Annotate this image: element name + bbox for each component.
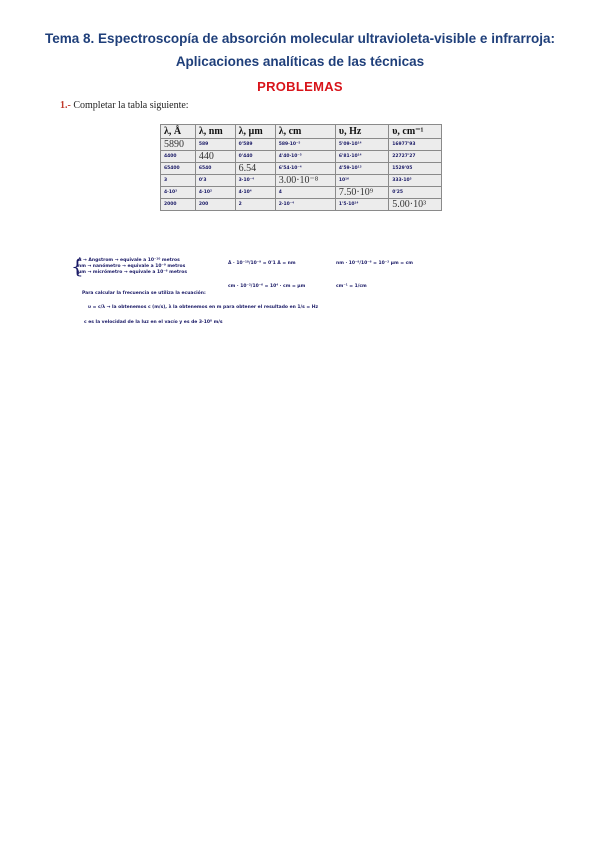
- note-freq-intro: Para calcular la frecuencia se utiliza la ecuación:: [82, 291, 206, 296]
- table-cell-answer: 0'25: [389, 187, 442, 199]
- table-cell-answer: 333·10⁵: [389, 175, 442, 187]
- table-cell-answer: 65400: [161, 163, 196, 175]
- exercise-text: Completar la tabla siguiente:: [73, 100, 189, 111]
- table-cell-answer: 2000: [161, 199, 196, 211]
- exercise-number: 1.-: [60, 100, 71, 111]
- table-cell-answer: 6'54·10⁻⁴: [275, 163, 335, 175]
- table-row: [161, 151, 442, 163]
- table-row: [161, 163, 442, 175]
- table-cell-answer: 4'40·10⁻⁵: [275, 151, 335, 163]
- table-cell-answer: 6'81·10¹⁴: [335, 151, 388, 163]
- table-cell-answer: 200: [195, 199, 235, 211]
- table-header: λ, nm: [195, 125, 235, 139]
- table-header-row: [161, 125, 442, 139]
- table-header: υ, Hz: [335, 125, 388, 139]
- table-cell-given: 6.54: [235, 163, 275, 175]
- note-speed-light: c es la velocidad de la luz en el vacío y es de 3·10⁸ m/s: [84, 320, 223, 325]
- exercise-instruction: [60, 100, 189, 111]
- table-cell-answer: 4·10²: [195, 187, 235, 199]
- table-cell-answer: 3: [161, 175, 196, 187]
- table-cell-answer: 1529'05: [389, 163, 442, 175]
- table-header: υ, cm⁻¹: [389, 125, 442, 139]
- table-cell-answer: 4400: [161, 151, 196, 163]
- table-cell-answer: 2·10⁻⁴: [275, 199, 335, 211]
- section-heading: PROBLEMAS: [257, 79, 343, 94]
- note-def-angstrom: Å → Angstrom → equivale a 10⁻¹⁰ metros: [78, 258, 180, 263]
- brace-symbol: {: [71, 254, 84, 278]
- table-cell-answer: 5'09·10¹⁴: [335, 139, 388, 151]
- note-def-nm: nm → nanómetro → equivale a 10⁻⁹ metros: [78, 264, 186, 269]
- table-cell-answer: 16977'93: [389, 139, 442, 151]
- table-cell-answer: 2: [235, 199, 275, 211]
- table-cell-answer: 22727'27: [389, 151, 442, 163]
- table-cell-given: 5890: [161, 139, 196, 151]
- table-cell-answer: 6540: [195, 163, 235, 175]
- table-row: [161, 175, 442, 187]
- note-conv-wavenumber: cm⁻¹ = 1/cm: [336, 284, 367, 289]
- table-header: λ, µm: [235, 125, 275, 139]
- table-row: [161, 187, 442, 199]
- table-header: λ, Å: [161, 125, 196, 139]
- table-cell-answer: 4·10³: [161, 187, 196, 199]
- note-def-um: µm → micrómetro → equivale a 10⁻⁶ metros: [78, 270, 188, 275]
- conversion-table: [160, 124, 442, 211]
- table-cell-answer: 3·10⁻⁴: [235, 175, 275, 187]
- table-cell-answer: 0'440: [235, 151, 275, 163]
- table-cell-given: 5.00·10³: [389, 199, 442, 211]
- table-cell-answer: 589·10⁻⁵: [275, 139, 335, 151]
- table-cell-answer: 4'59·10¹³: [335, 163, 388, 175]
- table-cell-answer: 0'3: [195, 175, 235, 187]
- page-title-line1: Tema 8. Espectroscopía de absorción molecular ultravioleta-visible e infrarroja:: [45, 31, 555, 46]
- table-row: [161, 139, 442, 151]
- table-cell-answer: 4·10⁴: [235, 187, 275, 199]
- page-title-line2: Aplicaciones analíticas de las técnicas: [175, 54, 425, 69]
- table-cell-answer: 0'589: [235, 139, 275, 151]
- table-row: [161, 199, 442, 211]
- table-cell-answer: 589: [195, 139, 235, 151]
- table-cell-answer: 4: [275, 187, 335, 199]
- note-conv-nm: nm · 10⁻⁹/10⁻⁶ = 10⁻³ µm = cm: [336, 261, 413, 266]
- note-conv-cm: cm · 10⁻²/10⁻⁶ = 10⁴ · cm = µm: [228, 284, 306, 289]
- table-cell-answer: 1'5·10¹⁴: [335, 199, 388, 211]
- note-conv-angstrom: Å · 10⁻¹⁰/10⁻⁹ = 0'1 Å = nm: [228, 261, 296, 266]
- table-cell-given: 3.00·10⁻⁸: [275, 175, 335, 187]
- table-cell-given: 7.50·10⁹: [335, 187, 388, 199]
- table-cell-given: 440: [195, 151, 235, 163]
- note-freq-equation: υ = c/λ → la obtenemos c (m/s), λ la obtenemos en m para obtener el resultado en 1/s = Hz: [88, 305, 319, 310]
- table-header: λ, cm: [275, 125, 335, 139]
- table-cell-answer: 10¹⁶: [335, 175, 388, 187]
